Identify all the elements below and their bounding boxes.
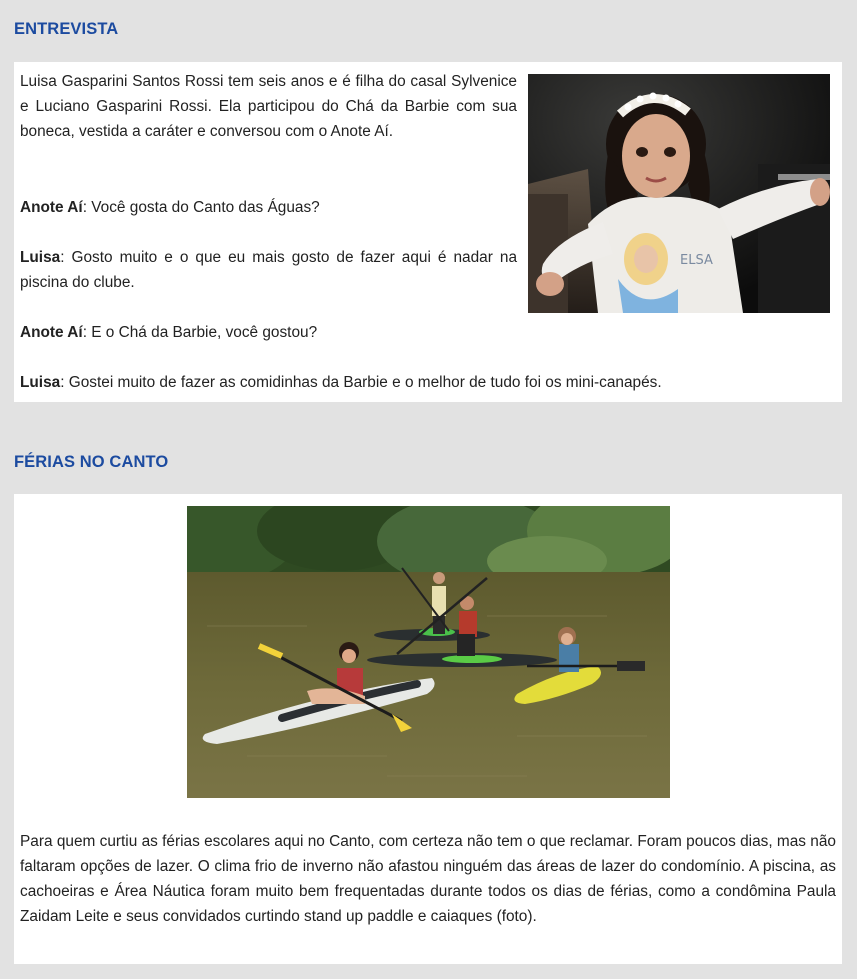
interview-question (20, 320, 517, 345)
speaker-name: Luisa (20, 249, 61, 266)
speaker-name: Luisa (20, 374, 61, 391)
speech-text: : Gosto muito e o que eu mais gosto de fazer aqui é nadar na piscina do clube. (20, 249, 517, 291)
interview-answer (20, 245, 517, 295)
section-title-entrevista: ENTREVISTA (14, 20, 119, 38)
interview-answer (20, 370, 830, 395)
speech-text: : Gostei muito de fazer as comidinhas da Barbie e o melhor de tudo foi os mini-canapés. (60, 374, 662, 391)
shirt-print-text: ELSA (680, 253, 713, 268)
entrevista-panel (14, 62, 842, 402)
lake-paddle-photo (187, 506, 670, 798)
girl-photo (528, 74, 830, 313)
speech-text: : Você gosta do Canto das Águas? (82, 199, 320, 216)
ferias-paragraph: Para quem curtiu as férias escolares aqui no Canto, com certeza não tem o que reclamar. Foram poucos dias, mas não faltaram opções de lazer. O clima frio de inverno não afastou ninguém das áreas de lazer do condomínio. A piscina, as cachoeiras e Área Náutica foram muito bem frequentadas durante todos os dias de férias, como a condômina Paula Zaidam Leite e seus convidados curtindo stand up paddle e caiaques (foto). (20, 833, 836, 925)
ferias-panel (14, 494, 842, 964)
speaker-name: Anote Aí (20, 324, 83, 341)
speaker-name: Anote Aí (20, 199, 83, 216)
speech-text: : E o Chá da Barbie, você gostou? (82, 324, 318, 341)
section-title-ferias: FÉRIAS NO CANTO (14, 453, 169, 471)
interview-question (20, 195, 517, 220)
intro-paragraph: Luisa Gasparini Santos Rossi tem seis anos e é filha do casal Sylvenice e Luciano Gasparini Rossi. Ela participou do Chá da Barbie com sua boneca, vestida a caráter e conversou com o Anote Aí. (20, 73, 517, 140)
